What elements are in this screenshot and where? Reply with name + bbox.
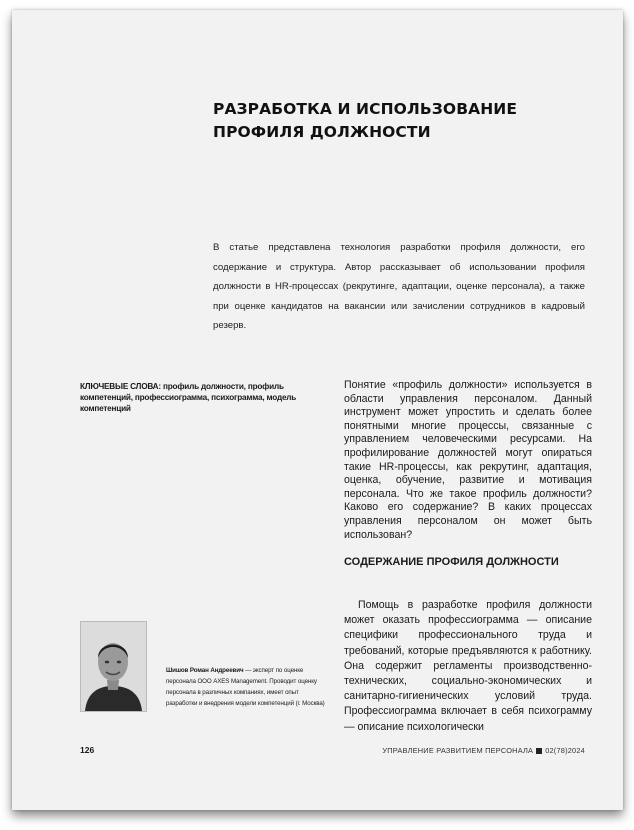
square-bullet-icon [536, 748, 542, 754]
intro-paragraph: Понятие «профиль должности» используется в области управления персоналом. Данный инструмент может упростить и сделать более понятными многие процессы, связанные с управлением человеческими ресурсами. На профилирование должностей могут опираться такие HR-процессы, как рекрутинг, адаптация, оценка, обучение, развитие и мотивация персонала. Что же такое профиль должности? Каково его содержание? В каких процессах управления персоналом он может быть использован? [344, 379, 592, 541]
magazine-page [12, 10, 623, 810]
portrait-image [81, 622, 146, 711]
author-bio [166, 665, 326, 709]
author-photo [80, 621, 147, 712]
article-abstract: В статье представлена технология разработки профиля должности, его содержание и структура. Автор рассказывает об использовании профиля должности в HR-процессах (рекрутинге, адаптации, оценке персонала), а также при оценке кандидатов на вакансии или зачислении сотрудников в кадровый резерв. [213, 242, 585, 331]
journal-issue: 02(78)2024 [545, 746, 585, 755]
journal-footer [382, 746, 585, 755]
page-number: 126 [80, 745, 95, 755]
section-paragraph: Помощь в разработке профиля должности может оказать профессиограмма — описание специфики профессионального труда и требований, которые предъявляются к работнику. Она содержит регламенты производственно-технических, социально-экономических и санитарно-гигиенических условий труда. Профессиограмма включает в себя психограмму — описание психологически [344, 599, 592, 733]
author-description: — эксперт по оценке персонала ООО AXES Management. Проводит оценку персонала в различных компаниях, имеет опыт разработки и внедрения модели компетенций (г. Москва) [166, 667, 325, 707]
journal-name: УПРАВЛЕНИЕ РАЗВИТИЕМ ПЕРСОНАЛА [382, 746, 534, 755]
section-heading: СОДЕРЖАНИЕ ПРОФИЛЯ ДОЛЖНОСТИ [344, 556, 559, 568]
author-name: Шишов Роман Андреевич [166, 667, 244, 674]
article-title: РАЗРАБОТКА И ИСПОЛЬЗОВАНИЕ ПРОФИЛЯ ДОЛЖНОСТИ [213, 100, 518, 141]
keywords: КЛЮЧЕВЫЕ СЛОВА: профиль должности, профиль компетенций, профессиограмма, психограмма, модель компетенций [80, 382, 297, 413]
